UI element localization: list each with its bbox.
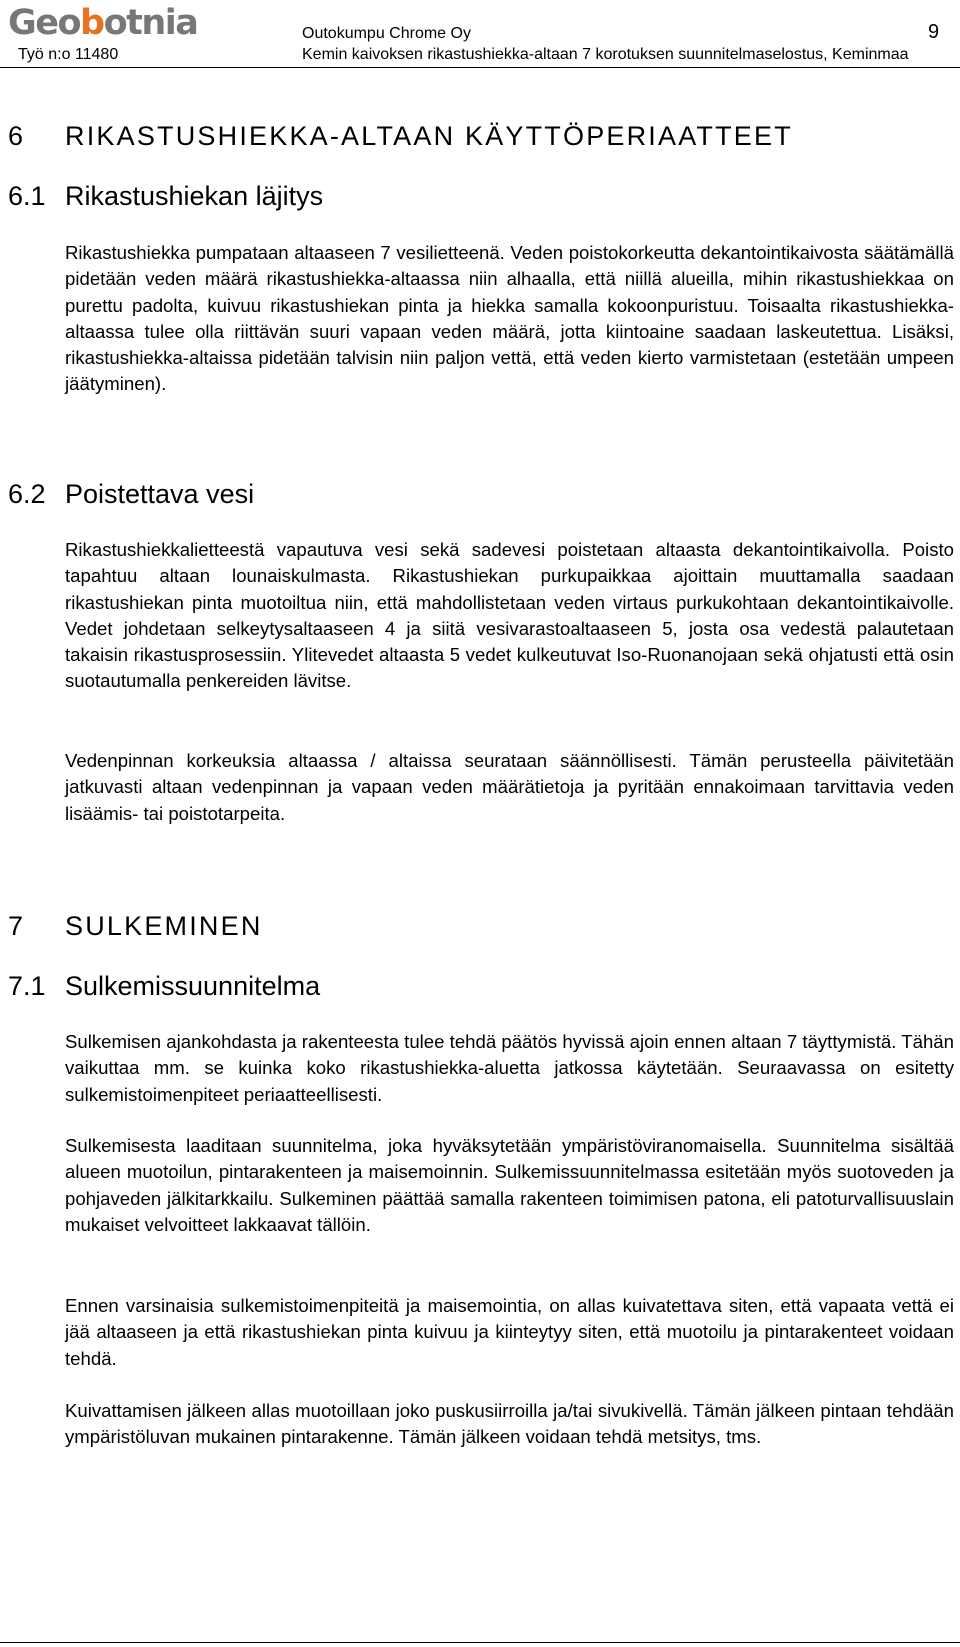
- company-name: Outokumpu Chrome Oy: [302, 25, 471, 42]
- section-6-1-paragraph: Rikastushiekka pumpataan altaaseen 7 vesilietteenä. Veden poistokorkeutta dekantointikaivosta säätämällä pidetään veden määrä rikastushiekka-altaassa niin alhaalla, että niillä alueilla, mihin rikastushiekkaa on purettu padolta, kuivuu rikastushiekan pinta ja hiekka samalla kokoonpuristuu. Toisaalta rikastushiekka-altaassa tulee olla riittävän suuri vapaan veden määrä, jotta kiintoaine saadaan laskeutettua. Lisäksi, rikastushiekka-altaissa pidetään talvisin niin paljon vettä, että veden kierto varmistetaan (estetään umpeen jäätyminen).: [65, 242, 954, 395]
- document-title: Kemin kaivoksen rikastushiekka-altaan 7 korotuksen suunnitelmaselostus, Keminmaa: [302, 46, 909, 63]
- logo-text-accent: b: [80, 3, 104, 43]
- section-6-title: RIKASTUSHIEKKA-ALTAAN KÄYTTÖPERIAATTEET: [65, 121, 793, 151]
- section-6-1-heading: [8, 180, 323, 212]
- section-6-number: 6: [8, 121, 24, 151]
- section-7-1-paragraph-2: Sulkemisesta laaditaan suunnitelma, joka hyväksytetään ympäristöviranomaisella. Suunnitelma sisältää alueen muotoilun, pintarakenteen ja maisemoinnin. Sulkemissuunnitelmassa esitetään myös suotoveden ja pohjaveden jälkitarkkailu. Sulkeminen päättää samalla rakenteen toimimisen patona, eli patoturvallisuuslain mukaiset velvoitteet lakkaavat tällöin.: [65, 1135, 954, 1235]
- section-7-1-paragraph-4: Kuivattamisen jälkeen allas muotoillaan joko puskusiirroilla ja/tai sivukivellä. Tämän jälkeen pintaan tehdään ympäristöluvan mukainen pintarakenne. Tämän jälkeen voidaan tehdä metsitys, tms.: [65, 1400, 954, 1448]
- header-divider: [0, 67, 960, 68]
- footer-divider: [0, 1642, 960, 1643]
- logo-text-suffix: otnia: [103, 3, 198, 43]
- section-6-2-title: Poistettava vesi: [65, 479, 255, 509]
- section-6-2-paragraph-1: Rikastushiekkalietteestä vapautuva vesi sekä sadevesi poistetaan altaasta dekantointikaivolla. Poisto tapahtuu altaan lounaiskulmasta. Rikastushiekan purkupaikkaa ajoittain muuttamalla saadaan rikastushiekan pinta muotoiltua niin, että mahdollistetaan veden virtaus purkukohtaan dekantointikaivolle. Vedet johdetaan selkeytysaltaaseen 4 ja siitä vesivarastoaltaaseen 5, josta osa vedestä palautetaan takaisin rikastusprosessiin. Ylitevedet altaasta 5 vedet kulkeutuvat Iso-Ruonanojaan sekä ohjatusti että osin suotautumalla penkereiden lävitse.: [65, 539, 954, 692]
- section-7-1-paragraph-1: Sulkemisen ajankohdasta ja rakenteesta tulee tehdä päätös hyvissä ajoin ennen altaan 7 täyttymistä. Tähän vaikuttaa mm. se kuinka koko rikastushiekka-aluetta jatkossa käytetään. Seuraavassa on esitetty sulkemistoimenpiteet periaatteellisesti.: [65, 1031, 954, 1105]
- job-number: Työ n:o 11480: [18, 46, 119, 63]
- section-6-1-title: Rikastushiekan läjitys: [65, 181, 324, 211]
- section-6-heading: [8, 120, 793, 152]
- page-number: 9: [928, 21, 940, 43]
- section-7-1-number: 7.1: [8, 971, 46, 1001]
- section-6-2-paragraph-2: Vedenpinnan korkeuksia altaassa / altaissa seurataan säännöllisesti. Tämän perusteella päivitetään jatkuvasti altaan vedenpinnan ja vapaan veden määrätietoja ja pyritään ennakoimaan tarvittavia veden lisäämis- tai poistotarpeita.: [65, 750, 954, 824]
- page-header: [0, 0, 960, 70]
- logo-text-prefix: Geo: [8, 3, 81, 43]
- section-6-2-heading: [8, 478, 254, 510]
- section-6-2-number: 6.2: [8, 479, 46, 509]
- section-7-1-heading: [8, 970, 320, 1002]
- section-7-title: SULKEMINEN: [65, 911, 263, 941]
- section-7-number: 7: [8, 911, 24, 941]
- section-7-1-paragraph-3: Ennen varsinaisia sulkemistoimenpiteitä ja maisemointia, on allas kuivatettava siten, että vapaata vettä ei jää altaaseen ja että rikastushiekan pinta kuivuu ja kiinteytyy siten, että muotoilu ja pintarakenteet voidaan tehdä.: [65, 1295, 954, 1369]
- geobotnia-logo: [8, 0, 197, 46]
- section-7-heading: [8, 910, 263, 942]
- section-6-1-number: 6.1: [8, 181, 46, 211]
- section-7-1-title: Sulkemissuunnitelma: [65, 971, 321, 1001]
